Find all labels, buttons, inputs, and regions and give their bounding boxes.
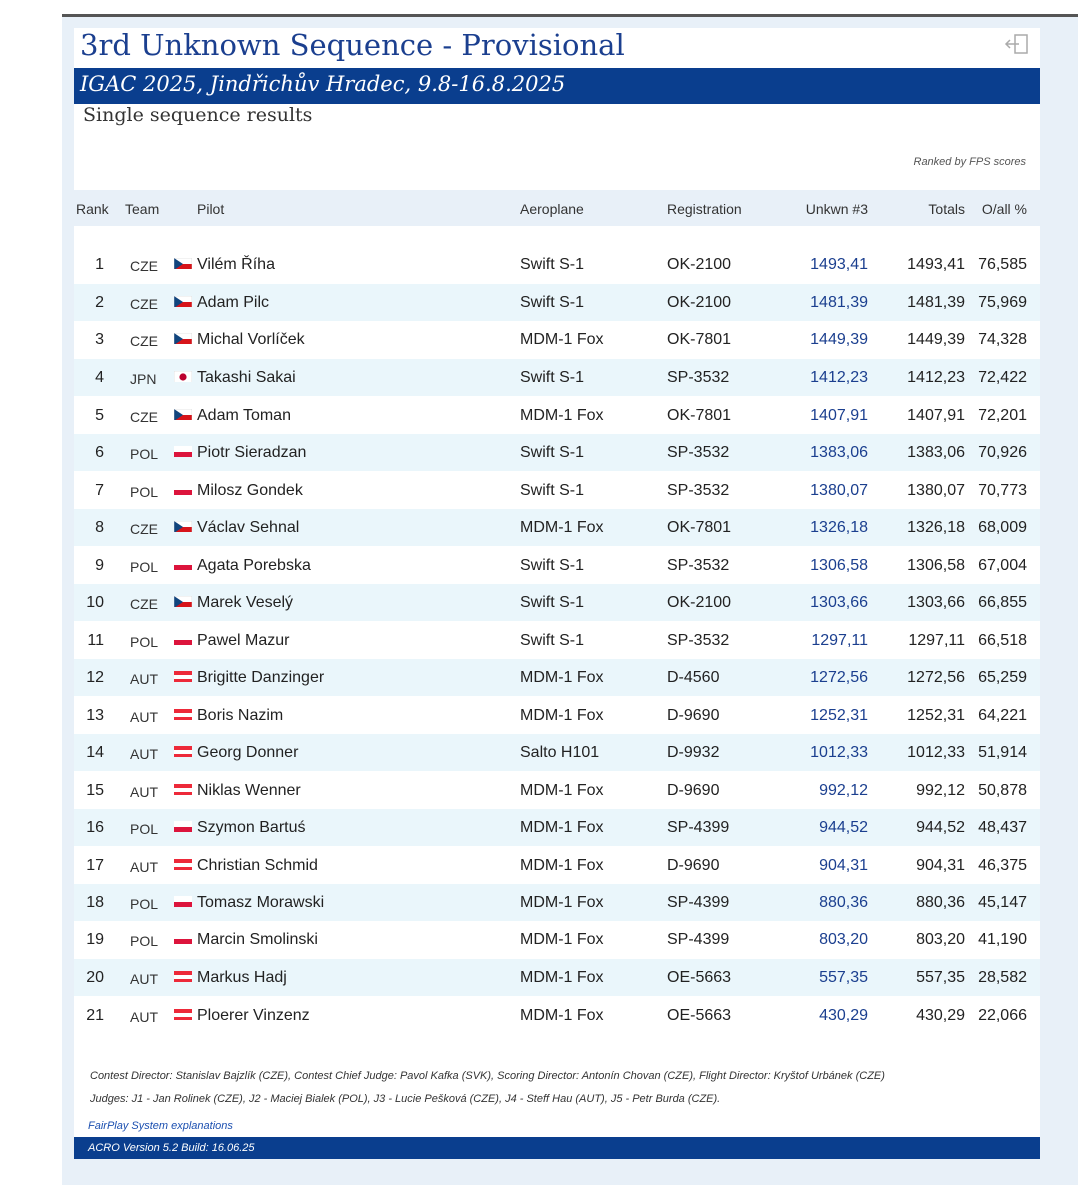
overall-pct-cell: 75,969 (978, 294, 1027, 311)
pilot-cell: Niklas Wenner (197, 782, 301, 799)
aeroplane-cell: MDM-1 Fox (520, 331, 604, 348)
registration-cell: SP-4399 (667, 894, 730, 911)
team-cell: POL (130, 933, 159, 949)
aut-flag-icon (174, 745, 192, 757)
rank-cell: 20 (86, 969, 104, 986)
pilot-cell: Adam Pilc (197, 294, 270, 311)
results-panel (74, 104, 1040, 1159)
registration-cell: SP-4399 (667, 931, 730, 948)
judges-note: Judges: J1 - Jan Rolinek (CZE), J2 - Maciej Bialek (POL), J3 - Lucie Pešková (CZE), J4 - Steff Hau (AUT), J5 - Petr Burda (CZE). (90, 1093, 721, 1105)
table-row (74, 772, 1040, 809)
unknown3-score-cell[interactable]: 1407,91 (810, 407, 868, 424)
totals-cell: 1383,06 (907, 444, 965, 461)
unknown3-score-cell[interactable]: 1306,58 (810, 557, 868, 574)
pilot-cell: Agata Porebska (197, 557, 311, 574)
version-bar (74, 1137, 1040, 1159)
overall-pct-cell: 64,221 (978, 707, 1027, 724)
totals-cell: 430,29 (916, 1007, 965, 1024)
team-cell: AUT (130, 1009, 158, 1025)
overall-pct-cell: 65,259 (978, 669, 1027, 686)
cze-flag-icon (174, 257, 192, 269)
table-row (74, 622, 1040, 659)
rank-cell: 8 (95, 519, 104, 536)
rank-cell: 17 (86, 857, 104, 874)
totals-cell: 1326,18 (907, 519, 965, 536)
registration-cell: OE-5663 (667, 1007, 732, 1024)
pilot-cell: Václav Sehnal (197, 519, 300, 536)
registration-cell: D-9690 (667, 782, 720, 799)
team-cell: AUT (130, 971, 158, 987)
team-cell: POL (130, 821, 159, 837)
totals-cell: 1297,11 (908, 632, 965, 649)
rank-cell: 2 (95, 294, 104, 311)
rank-cell: 21 (86, 1007, 104, 1024)
totals-cell: 1272,56 (907, 669, 965, 686)
pol-flag-icon (174, 483, 192, 495)
pol-flag-icon (174, 558, 192, 570)
page-title: 3rd Unknown Sequence - Provisional (80, 28, 625, 62)
aeroplane-cell: Salto H101 (520, 744, 600, 761)
totals-cell: 904,31 (916, 857, 965, 874)
registration-cell: SP-3532 (667, 482, 730, 499)
pol-flag-icon (174, 820, 192, 832)
aeroplane-cell: MDM-1 Fox (520, 819, 604, 836)
col-team: Team (125, 201, 160, 217)
pilot-cell: Christian Schmid (197, 857, 318, 874)
table-row (74, 434, 1040, 471)
registration-cell: D-9932 (667, 744, 720, 761)
registration-cell: OE-5663 (667, 969, 732, 986)
aeroplane-cell: MDM-1 Fox (520, 669, 604, 686)
totals-cell: 1493,41 (907, 256, 965, 273)
overall-pct-cell: 50,878 (978, 782, 1027, 799)
overall-pct-cell: 22,066 (978, 1007, 1027, 1024)
pilot-cell: Vilém Říha (197, 256, 275, 273)
aeroplane-cell: MDM-1 Fox (520, 931, 604, 948)
rank-cell: 14 (86, 744, 104, 761)
unknown3-score-cell[interactable]: 1493,41 (810, 256, 868, 273)
team-cell: CZE (130, 296, 158, 312)
aut-flag-icon (174, 970, 192, 982)
team-cell: POL (130, 634, 159, 650)
jpn-flag-icon (174, 370, 192, 382)
unknown3-score-cell[interactable]: 430,29 (819, 1007, 868, 1024)
col-unknown3: Unkwn #3 (805, 201, 868, 217)
table-row (74, 847, 1040, 884)
totals-cell: 1412,23 (907, 369, 965, 386)
col-totals: Totals (928, 201, 965, 217)
table-row (74, 246, 1040, 283)
team-cell: AUT (130, 709, 158, 725)
cze-flag-icon (174, 295, 192, 307)
pilot-cell: Markus Hadj (197, 969, 287, 986)
pilot-cell: Michal Vorlíček (197, 331, 305, 348)
pilot-cell: Szymon Bartuś (197, 819, 306, 836)
totals-cell: 1303,66 (907, 594, 965, 611)
table-row (74, 809, 1040, 846)
unknown3-score-cell[interactable]: 944,52 (819, 819, 868, 836)
team-cell: AUT (130, 671, 158, 687)
aut-flag-icon (174, 1008, 192, 1020)
aeroplane-cell: Swift S-1 (520, 369, 585, 386)
team-cell: POL (130, 559, 159, 575)
unknown3-score-cell[interactable]: 904,31 (819, 857, 868, 874)
rank-cell: 3 (95, 331, 104, 348)
exit-icon[interactable] (1004, 32, 1032, 56)
pilot-cell: Takashi Sakai (197, 369, 296, 386)
totals-cell: 1380,07 (907, 482, 965, 499)
overall-pct-cell: 66,518 (978, 632, 1027, 649)
rank-cell: 4 (95, 369, 104, 386)
table-row (74, 284, 1040, 321)
registration-cell: SP-3532 (667, 557, 730, 574)
table-row (74, 397, 1040, 434)
table-row (74, 321, 1040, 358)
totals-cell: 992,12 (916, 782, 965, 799)
totals-cell: 803,20 (916, 931, 965, 948)
rank-cell: 6 (95, 444, 104, 461)
table-row (74, 509, 1040, 546)
pilot-cell: Marek Veselý (197, 594, 294, 611)
totals-cell: 880,36 (916, 894, 965, 911)
event-banner (74, 68, 1040, 104)
aeroplane-cell: Swift S-1 (520, 444, 585, 461)
totals-cell: 1481,39 (907, 294, 965, 311)
registration-cell: OK-7801 (667, 407, 732, 424)
aeroplane-cell: Swift S-1 (520, 594, 585, 611)
overall-pct-cell: 67,004 (978, 557, 1027, 574)
registration-cell: OK-2100 (667, 594, 732, 611)
rank-cell: 9 (95, 557, 104, 574)
team-cell: AUT (130, 746, 158, 762)
col-pilot: Pilot (197, 201, 225, 217)
table-row (74, 547, 1040, 584)
unknown3-score-cell[interactable]: 1326,18 (810, 519, 868, 536)
unknown3-score-cell[interactable]: 1481,39 (810, 294, 868, 311)
rank-cell: 1 (95, 256, 104, 273)
ranked-note: Ranked by FPS scores (913, 156, 1026, 168)
rank-cell: 7 (95, 482, 104, 499)
table-row (74, 959, 1040, 996)
overall-pct-cell: 72,422 (978, 369, 1027, 386)
cze-flag-icon (174, 595, 192, 607)
unknown3-score-cell[interactable]: 1303,66 (810, 594, 868, 611)
col-overall-pct: O/all % (981, 201, 1027, 217)
aeroplane-cell: Swift S-1 (520, 557, 585, 574)
registration-cell: D-4560 (667, 669, 720, 686)
overall-pct-cell: 72,201 (978, 407, 1027, 424)
team-cell: POL (130, 896, 159, 912)
registration-cell: OK-7801 (667, 519, 732, 536)
unknown3-score-cell[interactable]: 557,35 (819, 969, 868, 986)
totals-cell: 1306,58 (907, 557, 965, 574)
team-cell: POL (130, 446, 159, 462)
overall-pct-cell: 70,926 (978, 444, 1027, 461)
table-row (74, 884, 1040, 921)
overall-pct-cell: 28,582 (978, 969, 1027, 986)
col-rank: Rank (76, 201, 109, 217)
table-row (74, 584, 1040, 621)
overall-pct-cell: 70,773 (978, 482, 1027, 499)
cze-flag-icon (174, 408, 192, 420)
team-cell: AUT (130, 859, 158, 875)
results-subtitle: Single sequence results (83, 104, 313, 126)
rank-cell: 13 (86, 707, 104, 724)
registration-cell: SP-3532 (667, 369, 730, 386)
overall-pct-cell: 66,855 (978, 594, 1027, 611)
aut-flag-icon (174, 670, 192, 682)
table-row (74, 997, 1040, 1034)
event-title: IGAC 2025, Jindřichův Hradec, 9.8-16.8.2025 (80, 72, 566, 96)
unknown3-score-cell[interactable]: 1012,33 (810, 744, 868, 761)
totals-cell: 944,52 (916, 819, 965, 836)
totals-cell: 1012,33 (907, 744, 965, 761)
pilot-cell: Boris Nazim (197, 707, 284, 724)
unknown3-score-cell[interactable]: 1412,23 (810, 369, 868, 386)
version-text: ACRO Version 5.2 Build: 16.06.25 (88, 1142, 255, 1154)
overall-pct-cell: 45,147 (978, 894, 1027, 911)
unknown3-score-cell[interactable]: 880,36 (819, 894, 868, 911)
unknown3-score-cell[interactable]: 1380,07 (810, 482, 868, 499)
table-row (74, 921, 1040, 958)
overall-pct-cell: 48,437 (978, 819, 1027, 836)
pilot-cell: Pawel Mazur (197, 632, 290, 649)
unknown3-score-cell[interactable]: 1297,11 (811, 632, 868, 649)
pilot-cell: Marcin Smolinski (197, 931, 318, 948)
overall-pct-cell: 41,190 (978, 931, 1027, 948)
overall-pct-cell: 51,914 (978, 744, 1027, 761)
unknown3-score-cell[interactable]: 1383,06 (810, 444, 868, 461)
overall-pct-cell: 46,375 (978, 857, 1027, 874)
overall-pct-cell: 74,328 (978, 331, 1027, 348)
team-cell: CZE (130, 521, 158, 537)
registration-cell: SP-3532 (667, 632, 730, 649)
team-cell: CZE (130, 333, 158, 349)
aeroplane-cell: MDM-1 Fox (520, 707, 604, 724)
table-row (74, 472, 1040, 509)
aeroplane-cell: MDM-1 Fox (520, 969, 604, 986)
unknown3-score-cell[interactable]: 803,20 (819, 931, 868, 948)
aeroplane-cell: MDM-1 Fox (520, 857, 604, 874)
team-cell: CZE (130, 258, 158, 274)
col-aeroplane: Aeroplane (520, 201, 584, 217)
rank-cell: 15 (86, 782, 104, 799)
table-row (74, 734, 1040, 771)
aeroplane-cell: Swift S-1 (520, 256, 585, 273)
table-row (74, 359, 1040, 396)
overall-pct-cell: 76,585 (978, 256, 1027, 273)
aeroplane-cell: Swift S-1 (520, 632, 585, 649)
rank-cell: 12 (86, 669, 104, 686)
aeroplane-cell: MDM-1 Fox (520, 782, 604, 799)
table-row (74, 659, 1040, 696)
totals-cell: 557,35 (916, 969, 965, 986)
pol-flag-icon (174, 633, 192, 645)
aeroplane-cell: MDM-1 Fox (520, 1007, 604, 1024)
unknown3-score-cell[interactable]: 1449,39 (810, 331, 868, 348)
aeroplane-cell: MDM-1 Fox (520, 407, 604, 424)
pol-flag-icon (174, 932, 192, 944)
unknown3-score-cell[interactable]: 1272,56 (810, 669, 868, 686)
pol-flag-icon (174, 445, 192, 457)
totals-cell: 1449,39 (907, 331, 965, 348)
rank-cell: 19 (86, 931, 104, 948)
aut-flag-icon (174, 858, 192, 870)
pilot-cell: Piotr Sieradzan (197, 444, 307, 461)
totals-cell: 1252,31 (907, 707, 965, 724)
pilot-cell: Brigitte Danzinger (197, 669, 325, 686)
aeroplane-cell: MDM-1 Fox (520, 894, 604, 911)
aeroplane-cell: Swift S-1 (520, 482, 585, 499)
rank-cell: 16 (86, 819, 104, 836)
rank-cell: 5 (95, 407, 104, 424)
table-row (74, 697, 1040, 734)
registration-cell: SP-4399 (667, 819, 730, 836)
aut-flag-icon (174, 708, 192, 720)
pilot-cell: Adam Toman (197, 407, 291, 424)
pilot-cell: Georg Donner (197, 744, 299, 761)
totals-cell: 1407,91 (907, 407, 965, 424)
unknown3-score-cell[interactable]: 1252,31 (810, 707, 868, 724)
col-registration: Registration (667, 201, 742, 217)
aeroplane-cell: MDM-1 Fox (520, 519, 604, 536)
aut-flag-icon (174, 783, 192, 795)
cze-flag-icon (174, 332, 192, 344)
officials-note: Contest Director: Stanislav Bajzlík (CZE), Contest Chief Judge: Pavol Kafka (SVK), Scoring Director: Antonín Chovan (CZE), Flight Director: Kryštof Urbánek (CZE) (90, 1070, 885, 1082)
registration-cell: OK-2100 (667, 256, 732, 273)
team-cell: AUT (130, 784, 158, 800)
rank-cell: 10 (86, 594, 104, 611)
registration-cell: OK-2100 (667, 294, 732, 311)
pilot-cell: Tomasz Morawski (197, 894, 325, 911)
registration-cell: D-9690 (667, 707, 720, 724)
rank-cell: 18 (86, 894, 104, 911)
fairplay-link[interactable]: FairPlay System explanations (88, 1120, 233, 1132)
overall-pct-cell: 68,009 (978, 519, 1027, 536)
registration-cell: SP-3532 (667, 444, 730, 461)
registration-cell: D-9690 (667, 857, 720, 874)
aeroplane-cell: Swift S-1 (520, 294, 585, 311)
team-cell: CZE (130, 596, 158, 612)
pilot-cell: Milosz Gondek (197, 482, 303, 499)
pilot-cell: Ploerer Vinzenz (197, 1007, 310, 1024)
cze-flag-icon (174, 520, 192, 532)
unknown3-score-cell[interactable]: 992,12 (819, 782, 868, 799)
team-cell: CZE (130, 409, 158, 425)
pol-flag-icon (174, 895, 192, 907)
registration-cell: OK-7801 (667, 331, 732, 348)
rank-cell: 11 (87, 632, 104, 649)
team-cell: JPN (130, 371, 157, 387)
table-header (74, 190, 1040, 226)
team-cell: POL (130, 484, 159, 500)
title-row (74, 28, 1040, 68)
